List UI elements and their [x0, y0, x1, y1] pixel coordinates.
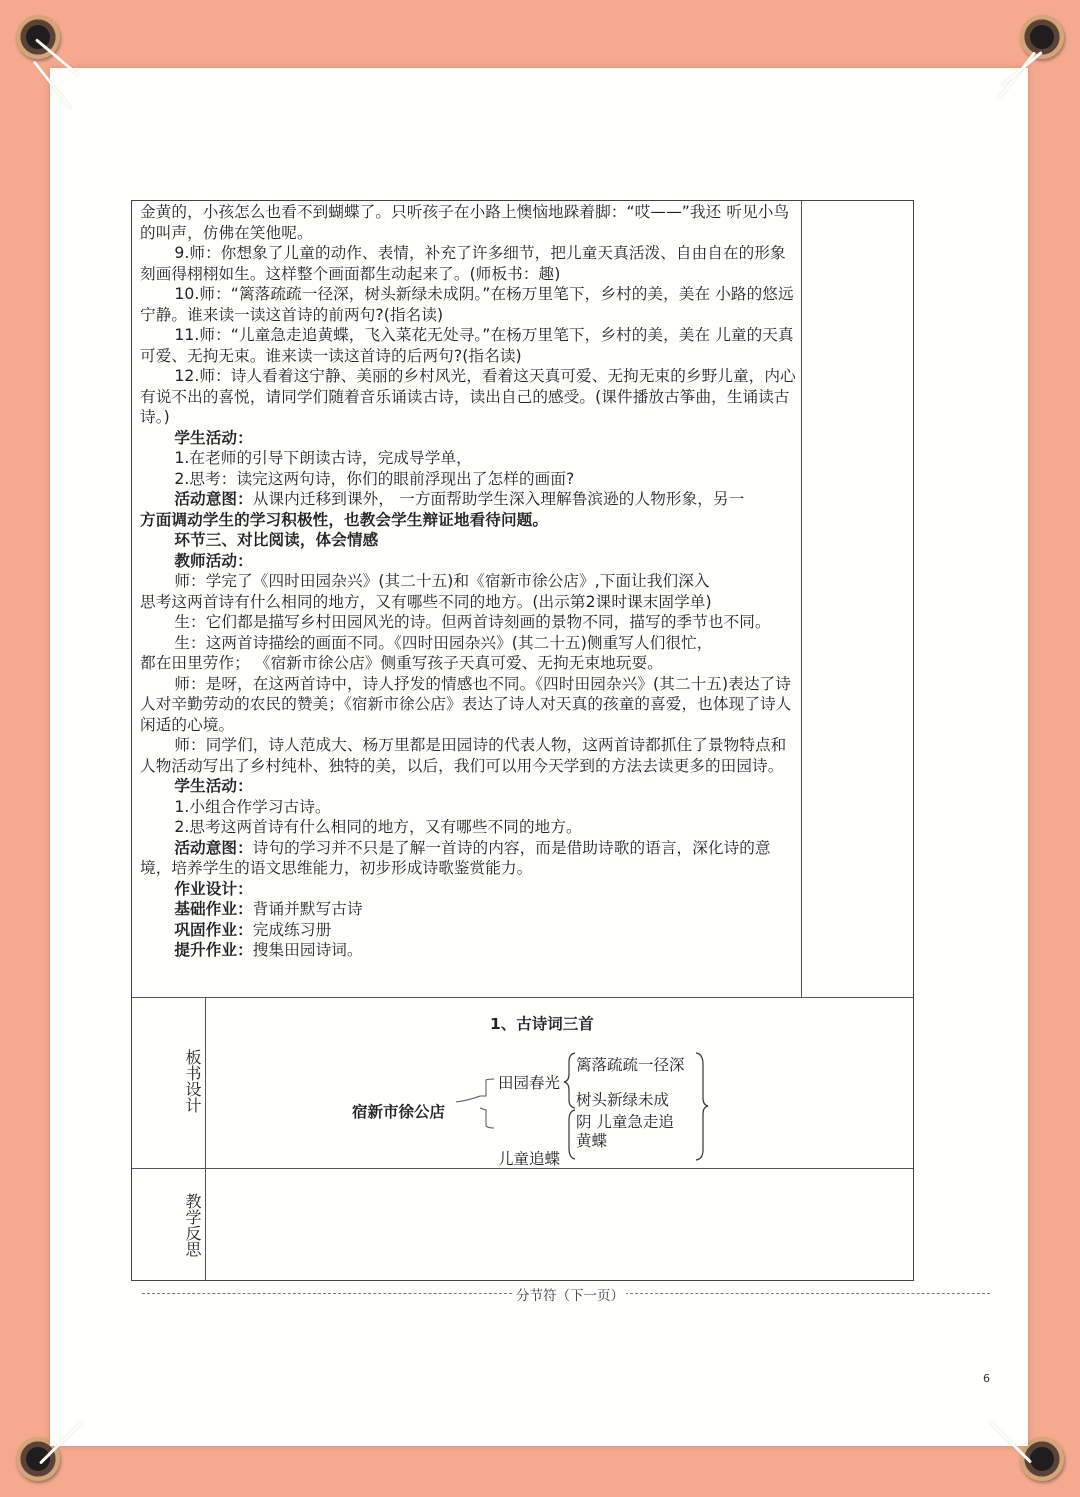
homework-basic: 背诵并默写古诗	[252, 900, 363, 918]
lesson-line: 师：学完了《四时田园杂兴》(其二十五)和《宿新市徐公店》,下面让我们深入	[174, 572, 710, 590]
board-branch-bottom: 儿童追蝶	[498, 1150, 561, 1168]
heading-intent-2: 活动意图：	[174, 838, 253, 857]
lesson-line: 2.思考：读完这两句诗，你们的眼前浮现出了怎样的画面?	[174, 469, 575, 488]
lesson-line: 生：这两首诗描绘的画面不同。《四时田园杂兴》(其二十五)侧重写人们很忙，	[174, 633, 713, 652]
homework-advanced-label: 提升作业：	[174, 941, 253, 959]
lesson-line: 都在田里劳作； 《宿新市徐公店》侧重写孩子天真可爱、无拘无束地玩耍。	[140, 654, 663, 672]
teaching-reflection-label: 教学反思	[183, 1193, 202, 1257]
section-break-label: 分节符（下一页）	[514, 1284, 626, 1304]
section-break	[142, 1284, 990, 1304]
board-poem-title: 宿新市徐公店	[352, 1103, 446, 1121]
homework-consolidate-label: 巩固作业：	[174, 920, 253, 939]
homework-consolidate: 完成练习册	[252, 920, 332, 939]
lesson-line: 12.师：诗人看着这宁静、美丽的乡村风光，看着这天真可爱、无拘无束的乡野儿童，内心有说不出的喜悦，请同学们随着音乐诵读古诗，读出自己的感受。(课件播放古筝曲，生诵读古诗。)	[140, 367, 796, 426]
lesson-line: 方面调动学生的学习积极性，也教会学生辩证地看待问题。	[140, 510, 549, 529]
section-break-rule-left	[142, 1293, 512, 1294]
board-line-2: 树头新绿未成	[576, 1091, 670, 1109]
lesson-line: 思考这两首诗有什么相同的地方，又有哪些不同的地方。(出示第2课时课末固学单)	[140, 592, 712, 611]
heading-teacher-activity: 教师活动：	[174, 551, 253, 570]
heading-student-activity-2: 学生活动：	[174, 777, 253, 795]
lesson-line: 从课内迁移到课外， 一方面帮助学生深入理解鲁滨逊的人物形象，另一	[252, 490, 745, 508]
lesson-line: 11.师：“儿童急走追黄蝶，飞入菜花无处寻。”在杨万里笔下，乡村的美，美在 儿童的天真可爱、无拘无束。谁来读一读这首诗的后两句?(指名读)	[140, 326, 794, 365]
lesson-line: 师：是呀，在这两首诗中，诗人抒发的情感也不同。《四时田园杂兴》(其二十五)表达了诗人对辛勤劳动的农民的赞美；《宿新市徐公店》表达了诗人对天真的孩童的喜爱，也体现了诗人闲适的心境。	[140, 674, 792, 734]
page-number: 6	[983, 1372, 990, 1385]
homework-basic-label: 基础作业：	[174, 900, 253, 918]
lesson-line: 9.师：你想象了儿童的动作、表情，补充了许多细节，把儿童天真活泼、自由自在的形象刻画得栩栩如生。这样整个画面都生动起来了。(师板书：趣)	[140, 244, 786, 283]
section-break-rule-right	[620, 1293, 990, 1294]
lesson-line: 师：同学们，诗人范成大、杨万里都是田园诗的代表人物，这两首诗都抓住了景物特点和人物活动写出了乡村纯朴、独特的美，以后，我们可以用今天学到的方法去读更多的田园诗。	[140, 736, 787, 775]
homework-advanced: 搜集田园诗词。	[252, 941, 363, 959]
heading-section-three: 环节三、对比阅读，体会情感	[174, 531, 379, 549]
board-design-label: 板书设计	[183, 1049, 202, 1113]
lesson-line: 生：它们都是描写乡村田园风光的诗。但两首诗刻画的景物不同，描写的季节也不同。	[174, 613, 771, 631]
lesson-line: 10.师：“篱落疏疏一径深，树头新绿未成阴。”在杨万里笔下，乡村的美，美在 小路的悠远宁静。谁来读一读这首诗的前两句?(指名读)	[140, 285, 794, 324]
lesson-line: 2.思考这两首诗有什么相同的地方，又有哪些不同的地方。	[174, 818, 582, 836]
board-line-4: 黄蝶	[576, 1132, 608, 1150]
heading-homework: 作业设计：	[174, 879, 253, 898]
lesson-line: 1.小组合作学习古诗。	[174, 797, 331, 816]
board-branch-top: 田园春光	[498, 1074, 561, 1092]
lesson-line: 1.在老师的引导下朗读古诗，完成导学单，	[174, 449, 472, 467]
board-line-1: 篱落疏疏一径深	[576, 1056, 685, 1074]
heading-intent: 活动意图：	[174, 490, 253, 508]
board-title: 1、古诗词三首	[490, 1015, 594, 1033]
heading-student-activity: 学生活动：	[174, 428, 253, 447]
board-line-3: 阴 儿童急走追	[576, 1113, 674, 1131]
lesson-line: 诗句的学习并不只是了解一首诗的内容，而是借助诗歌的语言，深化诗的意境，培养学生的语文思维能力，初步形成诗歌鉴赏能力。	[140, 838, 771, 877]
lesson-line: 金黄的，小孩怎么也看不到蝴蝶了。只听孩子在小路上懊恼地跺着脚：“哎——”我还 听见小鸟的叫声，仿佛在笑他呢。	[140, 203, 790, 242]
